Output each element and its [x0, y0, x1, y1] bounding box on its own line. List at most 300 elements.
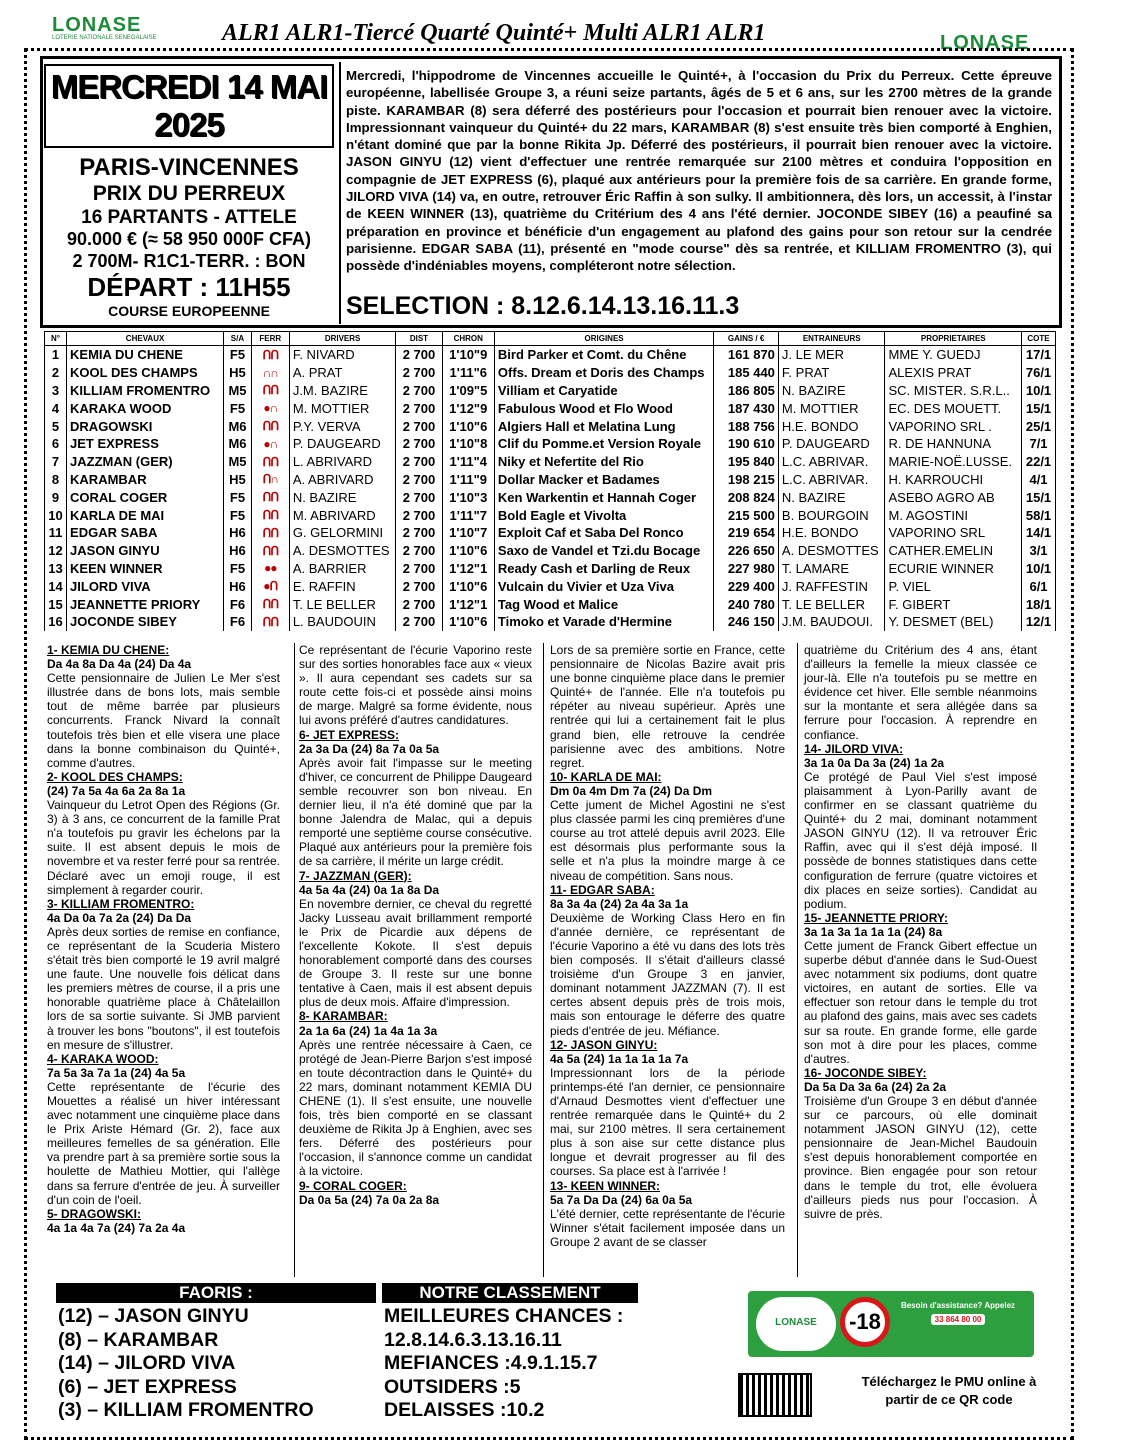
table-cell: 14	[45, 577, 67, 595]
table-row	[45, 382, 1056, 400]
column-header: PROPRIETAIRES	[885, 332, 1022, 346]
favori-item: (6) – JET EXPRESS	[58, 1375, 237, 1398]
table-cell: 1'10"8	[442, 435, 494, 453]
phone-number: 33 864 80 00	[931, 1314, 986, 1325]
horse-comment: Lors de sa première sortie en France, cette pensionnaire de Nicolas Bazire avait pris une bonne cinquième place dans le premier Quinté+ de l'année. Elle n'a toutefois pu répéter au niveau supérieur. Après une rentrée qui lui a certainement fait le plus grand bien, elle retrouve la cendrée parisienne avec des ambitions. Notre regret.	[550, 643, 785, 770]
table-cell: 2 700	[396, 613, 442, 631]
table-cell: J.M. BAUDOUI.	[778, 613, 885, 631]
table-cell: M5	[224, 453, 252, 471]
table-cell: 240 780	[714, 595, 779, 613]
horse-form: Da 5a Da 3a 6a (24) 2a 2a	[804, 1079, 947, 1094]
column-header: FERR	[251, 332, 289, 346]
table-cell: 4	[45, 399, 67, 417]
table-cell: JOCONDE SIBEY	[67, 613, 224, 631]
table-cell: F5	[224, 560, 252, 578]
qr-download-text: Téléchargez le PMU online à partir de ce QR code	[861, 1374, 1037, 1407]
table-cell: M. AGOSTINI	[885, 506, 1022, 524]
table-cell: VAPORINO SRL .	[885, 417, 1022, 435]
runners-table	[44, 331, 1056, 631]
qr-code-icon[interactable]	[738, 1373, 812, 1417]
table-cell: 1'12"9	[442, 399, 494, 417]
bottom-section	[44, 1281, 1054, 1427]
table-body	[45, 346, 1056, 631]
column-separator	[797, 643, 798, 1277]
table-row	[45, 399, 1056, 417]
horse-form: 2a 1a 6a (24) 1a 4a 1a 3a	[299, 1023, 438, 1038]
horse-comment: Troisième d'un Groupe 3 en début d'année sur ce parcours, où elle dominait notamment JASON GINYU (12), cette pensionnaire de Jean-Michel Baudouin s'est depuis honorablement comportée en province. Bien engagée pour son retour dans le temple du trot, elle évoluera d'ailleurs pieds nus pour l'occasion. À suivre de près.	[804, 1094, 1037, 1221]
table-cell: H.E. BONDO	[778, 417, 885, 435]
table-cell: ᑎᑎ	[251, 488, 289, 506]
horse-comment: Deuxième de Working Class Hero en fin d'année dernière, ce représentant de l'écurie Vaporino a été vu dans des lots très bien composés. Il s'était d'ailleurs classé troisième d'un Groupe 3 en janvier, dominant notamment JAZZMAN (7). Il est certes absent depuis près de trois mois, mais son entourage le déferre des quatre pieds d'entrée de jeu. Méfiance.	[550, 910, 785, 1038]
horse-comment: Cette jument de Michel Agostini ne s'est plus classée parmi les cinq premières d'une course au trot attelé depuis avril 2023. Elle est désormais plus performante sous la selle et n'a plus la moindre marge à ce niveau de compétition. Sans nous.	[550, 798, 785, 883]
table-cell: 3	[45, 382, 67, 400]
table-cell: 186 805	[714, 382, 779, 400]
horse-comment: En novembre dernier, ce cheval du regretté Jacky Lusseau avait brillamment remporté le Prix de Picardie aux dépens de l'excellente Kokote. Il s'est depuis honorablement comporté dans des courses de Groupe 3. Il reste sur une bonne tentative à Caen, mais il est absent depuis plus de deux mois. Affaire d'impression.	[299, 896, 532, 1010]
favori-item: (8) – KARAMBAR	[58, 1328, 219, 1351]
table-cell: F. PRAT	[778, 364, 885, 382]
favori-item: (12) – JASON GINYU	[58, 1305, 249, 1327]
favoris-list	[58, 1305, 314, 1423]
table-cell: Y. DESMET (BEL)	[885, 613, 1022, 631]
table-cell: Bird Parker et Comt. du Chêne	[494, 346, 713, 364]
table-cell: 2 700	[396, 346, 442, 364]
table-cell: Ken Warkentin et Hannah Coger	[494, 488, 713, 506]
column-header: COTE	[1022, 332, 1056, 346]
commentary-column-3	[550, 643, 785, 1249]
horse-comment: Vainqueur du Letrot Open des Régions (Gr. 3) à 3 ans, ce concurrent de la famille Prat n'a toutefois pu gravir les échelons par la suite. Il est absent depuis le mois de novembre et va rester ferré pour sa rentrée. Déclaré avec un emoji rouge, il est simplement à regarder courir.	[47, 798, 280, 897]
venue: PARIS-VINCENNES	[79, 154, 299, 181]
horse-comment: Cette pensionnaire de Julien Le Mer s'est illustrée dans de bons lots, mais semble tout de même barrée par plusieurs concurrents. Franck Nivard la connaît toutefois très bien et elle visera une place dans la bonne combinaison du Quinté+, comme d'autres.	[47, 671, 280, 770]
classement-item: 12.8.14.6.3.13.16.11	[384, 1328, 562, 1351]
lonase-badge-icon: LONASE	[756, 1297, 836, 1351]
horse-form: 3a 1a 0a Da 3a (24) 1a 2a	[804, 755, 945, 770]
table-cell: T. LE BELLER	[289, 595, 396, 613]
horse-comment: L'été dernier, cette représentante de l'écurie Winner s'était facilement imposée dans un Groupe 2 avant de se classer	[550, 1206, 785, 1249]
table-cell: P.Y. VERVA	[289, 417, 396, 435]
partants: 16 PARTANTS - ATTELE	[81, 207, 297, 229]
commentary-column-1	[47, 643, 280, 1235]
column-separator	[543, 643, 544, 1277]
table-cell: H6	[224, 542, 252, 560]
help-text: Besoin d'assistance? Appelez 33 864 80 00	[900, 1301, 1016, 1324]
table-cell: SC. MISTER. S.R.L..	[885, 382, 1022, 400]
table-cell: Vulcain du Vivier et Uza Viva	[494, 577, 713, 595]
horse-heading: 10- KARLA DE MAI:	[550, 769, 662, 784]
table-cell: 12	[45, 542, 67, 560]
table-cell: F6	[224, 613, 252, 631]
table-cell: 9	[45, 488, 67, 506]
table-cell: JAZZMAN (GER)	[67, 453, 224, 471]
table-cell: A. DESMOTTES	[289, 542, 396, 560]
table-cell: N. BAZIRE	[778, 382, 885, 400]
table-cell: KARAKA WOOD	[67, 399, 224, 417]
table-cell: ●∩	[251, 435, 289, 453]
table-cell: M. MOTTIER	[289, 399, 396, 417]
table-cell: 6/1	[1022, 577, 1056, 595]
horse-heading: 7- JAZZMAN (GER):	[299, 868, 412, 883]
table-cell: ᑎᑎ	[251, 542, 289, 560]
table-cell: P. DAUGEARD	[778, 435, 885, 453]
classement-item: MEFIANCES :4.9.1.15.7	[384, 1352, 598, 1374]
table-cell: Algiers Hall et Melatina Lung	[494, 417, 713, 435]
table-cell: T. LAMARE	[778, 560, 885, 578]
table-cell: 18/1	[1022, 595, 1056, 613]
table-cell: A. DESMOTTES	[778, 542, 885, 560]
table-cell: 2 700	[396, 399, 442, 417]
table-cell: E. RAFFIN	[289, 577, 396, 595]
table-cell: A. PRAT	[289, 364, 396, 382]
table-cell: Fabulous Wood et Flo Wood	[494, 399, 713, 417]
table-cell: F. GIBERT	[885, 595, 1022, 613]
column-header: GAINS / €	[714, 332, 779, 346]
race-summary	[44, 62, 334, 324]
column-header: ORIGINES	[494, 332, 713, 346]
table-cell: ᑎᑎ	[251, 382, 289, 400]
horse-comment: Impressionnant lors de la période printemps-été l'an dernier, ce pensionnaire d'Arnaud Desmottes vient d'effectuer une rentrée remarquée dans le Quinté+ du 2 mai, sur 2100 mètres. Il sera certainement plus à son aise sur cette distance plus longue et devrait progresser au fil des courses. Sa place est à l'arrivée !	[550, 1065, 785, 1179]
table-cell: KEEN WINNER	[67, 560, 224, 578]
table-cell: H6	[224, 577, 252, 595]
table-cell: 195 840	[714, 453, 779, 471]
page-header	[0, 0, 1125, 52]
table-cell: 1'10"6	[442, 417, 494, 435]
table-cell: 2 700	[396, 488, 442, 506]
classement-item: OUTSIDERS :5	[384, 1375, 521, 1398]
table-cell: ᑎᑎ	[251, 524, 289, 542]
table-cell: Ready Cash et Darling de Reux	[494, 560, 713, 578]
table-cell: 14/1	[1022, 524, 1056, 542]
table-cell: EC. DES MOUETT.	[885, 399, 1022, 417]
horse-heading: 15- JEANNETTE PRIORY:	[804, 910, 949, 925]
distance: 2 700M- R1C1-TERR. : BON	[72, 250, 306, 271]
table-cell: ᑎᑎ	[251, 346, 289, 364]
table-cell: JILORD VIVA	[67, 577, 224, 595]
table-cell: L.C. ABRIVAR.	[778, 471, 885, 489]
table-row	[45, 488, 1056, 506]
bet-types-title: ALR1 ALR1-Tiercé Quarté Quinté+ Multi ALR1 ALR1	[222, 20, 766, 46]
table-row	[45, 595, 1056, 613]
table-cell: 76/1	[1022, 364, 1056, 382]
table-cell: 1'10"7	[442, 524, 494, 542]
table-cell: 11	[45, 524, 67, 542]
table-cell: 10/1	[1022, 382, 1056, 400]
table-cell: J.M. BAZIRE	[289, 382, 396, 400]
table-cell: P. VIEL	[885, 577, 1022, 595]
table-cell: 7	[45, 453, 67, 471]
horse-comment: Ce représentant de l'écurie Vaporino reste sur des sorties honorables face aux « vieux ». Il aura cependant ses cadets sur sa route cette fois-ci et possède ainsi moins de marge. Malgré sa forme évidente, nous lui avons préféré d'autres candidatures.	[299, 643, 532, 728]
column-header: DIST	[396, 332, 442, 346]
table-cell: F5	[224, 506, 252, 524]
table-cell: F5	[224, 488, 252, 506]
horse-form: Da 0a 5a (24) 7a 0a 2a 8a	[299, 1192, 440, 1207]
table-cell: 215 500	[714, 506, 779, 524]
table-cell: ●ᑎ	[251, 577, 289, 595]
table-row	[45, 346, 1056, 364]
table-cell: H. KARROUCHI	[885, 471, 1022, 489]
table-cell: A. BARRIER	[289, 560, 396, 578]
table-cell: ALEXIS PRAT	[885, 364, 1022, 382]
table-cell: 2 700	[396, 542, 442, 560]
table-row	[45, 453, 1056, 471]
table-cell: 22/1	[1022, 453, 1056, 471]
table-cell: 1'09"5	[442, 382, 494, 400]
classement-list	[384, 1305, 623, 1423]
table-cell: VAPORINO SRL	[885, 524, 1022, 542]
table-cell: 1'10"6	[442, 613, 494, 631]
table-cell: 12/1	[1022, 613, 1056, 631]
table-cell: F6	[224, 595, 252, 613]
table-cell: JET EXPRESS	[67, 435, 224, 453]
table-cell: A. ABRIVARD	[289, 471, 396, 489]
table-cell: EDGAR SABA	[67, 524, 224, 542]
table-cell: 188 756	[714, 417, 779, 435]
table-cell: 2 700	[396, 506, 442, 524]
commentary-column-2	[299, 643, 532, 1207]
table-cell: ᑎ∩	[251, 471, 289, 489]
table-cell: 219 654	[714, 524, 779, 542]
table-cell: Dollar Macker et Badames	[494, 471, 713, 489]
favori-item: (14) – JILORD VIVA	[58, 1352, 236, 1374]
table-cell: KOOL DES CHAMPS	[67, 364, 224, 382]
table-cell: MME Y. GUEDJ	[885, 346, 1022, 364]
table-cell: B. BOURGOIN	[778, 506, 885, 524]
horse-form: 2a 3a Da (24) 8a 7a 0a 5a	[299, 741, 440, 756]
table-cell: T. LE BELLER	[778, 595, 885, 613]
table-cell: 1'11"4	[442, 453, 494, 471]
table-cell: M. ABRIVARD	[289, 506, 396, 524]
table-cell: 7/1	[1022, 435, 1056, 453]
table-cell: L.C. ABRIVAR.	[778, 453, 885, 471]
horse-heading: 1- KEMIA DU CHENE:	[47, 643, 170, 657]
horse-form: Dm 0a 4m Dm 7a (24) Da Dm	[550, 783, 713, 798]
horse-comment: Ce protégé de Paul Viel s'est imposé plaisamment à Lyon-Parilly avant de confirmer en se classant quatrième du Quinté+ du 2 mai, dominant notamment JASON GINYU (12). Il va retrouver Éric Raffin, avec qui il s'est déjà imposé. Il possède de bonnes statistiques dans cette configuration de ferrure (quatre victoires et dix places en seize sorties). Candidat au podium.	[804, 769, 1037, 911]
lonase-logo-left: LONASE LOTERIE NATIONALE SENEGALAISE	[52, 14, 157, 41]
table-cell: ᑎᑎ	[251, 417, 289, 435]
table-cell: 58/1	[1022, 506, 1056, 524]
horse-form: Da 4a 8a Da 4a (24) Da 4a	[47, 657, 192, 672]
horse-heading: 13- KEEN WINNER:	[550, 1178, 661, 1193]
classement-item: MEILLEURES CHANCES :	[384, 1305, 624, 1327]
column-header: DRIVERS	[289, 332, 396, 346]
table-cell: CATHER.EMELIN	[885, 542, 1022, 560]
table-cell: ᑎᑎ	[251, 453, 289, 471]
table-cell: 208 824	[714, 488, 779, 506]
table-cell: 2 700	[396, 524, 442, 542]
favori-item: (3) – KILLIAM FROMENTRO	[58, 1399, 314, 1421]
favoris-title: FAORIS :	[56, 1283, 376, 1303]
lonase-logo-right: LONASE	[940, 32, 1030, 54]
table-cell: JEANNETTE PRIORY	[67, 595, 224, 613]
table-cell: 1'11"6	[442, 364, 494, 382]
table-row	[45, 417, 1056, 435]
table-cell: N. BAZIRE	[778, 488, 885, 506]
table-cell: H6	[224, 524, 252, 542]
table-cell: 15	[45, 595, 67, 613]
table-cell: 2 700	[396, 382, 442, 400]
table-cell: Offs. Dream et Doris des Champs	[494, 364, 713, 382]
table-cell: 8	[45, 471, 67, 489]
table-cell: 1	[45, 346, 67, 364]
table-cell: 4/1	[1022, 471, 1056, 489]
table-cell: Timoko et Varade d'Hermine	[494, 613, 713, 631]
table-cell: 190 610	[714, 435, 779, 453]
table-row	[45, 364, 1056, 382]
column-header: CHRON	[442, 332, 494, 346]
horse-comment: Après une rentrée nécessaire à Caen, ce protégé de Jean-Pierre Barjon s'est imposé en toute décontraction dans le Quinté+ du 22 mars, dominant notamment KEMIA DU CHENE (1). Il s'est ensuite, une nouvelle fois, très bien comporté en se classant deuxième de Rikita Jp à Enghien, avec ses fers. Déferré des postérieurs pour l'occasion, il s'annonce comme un candidat à la victoire.	[299, 1037, 532, 1179]
horse-comment: quatrième du Critérium des 4 ans, étant d'ailleurs la femelle la mieux classée ce jour-là. Elle n'a toutefois pu se mettre en évidence cet hiver. Elle semble néanmoins sur la montante et sera allégée dans sa ferrure pour l'occasion. À reprendre en confiance.	[804, 643, 1037, 742]
table-cell: ᑎᑎ	[251, 595, 289, 613]
table-cell: 161 870	[714, 346, 779, 364]
table-cell: 15/1	[1022, 488, 1056, 506]
horse-form: 5a 7a Da Da (24) 6a 0a 5a	[550, 1192, 693, 1207]
column-header: CHEVAUX	[67, 332, 224, 346]
table-cell: 2 700	[396, 577, 442, 595]
table-cell: ●∩	[251, 399, 289, 417]
table-cell: 1'11"9	[442, 471, 494, 489]
table-cell: 1'10"6	[442, 542, 494, 560]
table-row	[45, 542, 1056, 560]
horse-heading: 6- JET EXPRESS:	[299, 727, 400, 742]
column-separator	[294, 643, 295, 1277]
horse-heading: 11- EDGAR SABA:	[550, 882, 655, 897]
classement-title: NOTRE CLASSEMENT	[382, 1283, 638, 1303]
horse-comment: Après deux sorties de remise en confiance, ce représentant de la Scuderia Mistero s'était très bien comporté le 19 avril malgré une faute. Une nouvelle fois délicat dans les premiers mètres de course, il a pris une honorable quatrième place à Châtelaillon lors de sa sortie suivante. Si JMB parvient à trouver les bons "boutons", il est toutefois en mesure de s'illustrer.	[47, 924, 280, 1052]
table-cell: 1'10"3	[442, 488, 494, 506]
horse-heading: 9- CORAL COGER:	[299, 1178, 407, 1193]
table-row	[45, 524, 1056, 542]
horse-heading: 4- KARAKA WOOD:	[47, 1051, 159, 1066]
table-cell: M. MOTTIER	[778, 399, 885, 417]
table-cell: L. BAUDOUIN	[289, 613, 396, 631]
race-date: MERCREDI 14 MAI 2025	[44, 64, 334, 148]
horse-comment: Cette jument de Franck Gibert effectue un superbe début d'année dans le Sud-Ouest avec notamment six podiums, dont quatre victoires, en autant de sorties. Elle va effectuer son retour dans le temple du trot au plafond des gains, mais avec ses cadets sur sa route. En grande forme, elle garde son mot à dire pour les places, comme d'autres.	[804, 938, 1037, 1066]
table-cell: 229 400	[714, 577, 779, 595]
classement-item: DELAISSES :10.2	[384, 1399, 545, 1421]
table-cell: Clif du Pomme.et Version Royale	[494, 435, 713, 453]
table-cell: 1'12"1	[442, 560, 494, 578]
table-cell: Niky et Nefertite del Rio	[494, 453, 713, 471]
responsible-gaming-banner	[748, 1291, 1034, 1357]
table-cell: M6	[224, 435, 252, 453]
commentary-column-4	[804, 643, 1037, 1221]
table-cell: 2 700	[396, 560, 442, 578]
table-cell: H.E. BONDO	[778, 524, 885, 542]
horse-heading: 2- KOOL DES CHAMPS:	[47, 769, 183, 784]
horse-comment: Après avoir fait l'impasse sur le meeting d'hiver, ce concurrent de Philippe Daugeard semble recouvrer son bon niveau. En dernier lieu, il n'a été dominé que par la bonne Jalendra de Malac, qui a depuis remporté une septième course consécutive. Plaqué aux antérieurs pour la première fois de sa carrière, il mérite un large crédit.	[299, 755, 532, 869]
table-cell: F. NIVARD	[289, 346, 396, 364]
column-header: ENTRAINEURS	[778, 332, 885, 346]
table-cell: CORAL COGER	[67, 488, 224, 506]
table-cell: 2 700	[396, 417, 442, 435]
table-cell: 2 700	[396, 471, 442, 489]
table-cell: 227 980	[714, 560, 779, 578]
table-row	[45, 506, 1056, 524]
table-cell: 246 150	[714, 613, 779, 631]
table-cell: ASEBO AGRO AB	[885, 488, 1022, 506]
table-row	[45, 613, 1056, 631]
table-cell: 6	[45, 435, 67, 453]
table-cell: 2 700	[396, 453, 442, 471]
table-cell: L. ABRIVARD	[289, 453, 396, 471]
table-cell: 187 430	[714, 399, 779, 417]
table-cell: ᑎᑎ	[251, 613, 289, 631]
horse-form: 7a 5a 3a 7a 1a (24) 4a 5a	[47, 1065, 186, 1080]
table-cell: KARLA DE MAI	[67, 506, 224, 524]
table-header-row	[45, 332, 1056, 346]
horse-form: (24) 7a 5a 4a 6a 2a 8a 1a	[47, 783, 186, 798]
minus-18-icon: -18	[840, 1297, 890, 1347]
table-cell: 185 440	[714, 364, 779, 382]
horse-form: 4a Da 0a 7a 2a (24) Da Da	[47, 910, 192, 925]
table-cell: 17/1	[1022, 346, 1056, 364]
table-cell: Villiam et Caryatide	[494, 382, 713, 400]
table-cell: N. BAZIRE	[289, 488, 396, 506]
depart-time: DÉPART : 11H55	[87, 271, 291, 302]
allocation: 90.000 € (≈ 58 950 000F CFA)	[66, 229, 312, 250]
table-cell: J. LE MER	[778, 346, 885, 364]
horse-heading: 8- KARAMBAR:	[299, 1009, 388, 1024]
table-cell: 198 215	[714, 471, 779, 489]
horse-form: 8a 3a 4a (24) 2a 4a 3a 1a	[550, 896, 689, 911]
table-cell: Bold Eagle et Vivolta	[494, 506, 713, 524]
table-cell: Saxo de Vandel et Tzi.du Bocage	[494, 542, 713, 560]
table-cell: 2 700	[396, 364, 442, 382]
table-cell: MARIE-NOË.LUSSE.	[885, 453, 1022, 471]
table-cell: JASON GINYU	[67, 542, 224, 560]
table-cell: ●●	[251, 560, 289, 578]
table-cell: 226 650	[714, 542, 779, 560]
vertical-divider	[339, 62, 341, 324]
horse-heading: 14- JILORD VIVA:	[804, 741, 904, 756]
table-row	[45, 560, 1056, 578]
horse-form: 4a 5a (24) 1a 1a 1a 1a 7a	[550, 1051, 689, 1066]
table-cell: 1'11"7	[442, 506, 494, 524]
table-cell: M6	[224, 417, 252, 435]
table-row	[45, 471, 1056, 489]
horse-heading: 12- JASON GINYU:	[550, 1037, 658, 1052]
horse-comment: Cette représentante de l'écurie des Mouettes a réalisé un hiver intéressant avec notamment une cinquième place dans le Prix Ariste Hémard (Gr. 2), face aux meilleures femelles de sa génération. Elle va prendre part à sa première sortie sous la houlette de Mathieu Mottier, qui l'allège dans sa ferrure d'entrée de jeu. À surveiller d'un coin de l'oeil.	[47, 1079, 280, 1207]
table-cell: 2 700	[396, 435, 442, 453]
table-cell: ᑎᑎ	[251, 506, 289, 524]
table-cell: 1'12"1	[442, 595, 494, 613]
horse-heading: 5- DRAGOWSKI:	[47, 1206, 141, 1221]
table-cell: 16	[45, 613, 67, 631]
table-cell: KARAMBAR	[67, 471, 224, 489]
selection: SELECTION : 8.12.6.14.13.16.11.3	[346, 292, 740, 320]
table-cell: 2	[45, 364, 67, 382]
table-cell: 10	[45, 506, 67, 524]
table-cell: 1'10"6	[442, 577, 494, 595]
table-cell: J. RAFFESTIN	[778, 577, 885, 595]
table-cell: 5	[45, 417, 67, 435]
race-type: COURSE EUROPEENNE	[108, 302, 270, 319]
table-cell: R. DE HANNUNA	[885, 435, 1022, 453]
race-intro: Mercredi, l'hippodrome de Vincennes accueille le Quinté+, à l'occasion du Prix du Perreux. Cette épreuve européenne, labellisée Groupe 3, a réuni seize partants, âgés de 5 et 6 ans, sur les 2700 mètres de la grande piste. KARAMBAR (8) sera déferré des postérieurs pour l'occasion et pourrait bien renouer avec la victoire. Impressionnant vainqueur du Quinté+ du 22 mars, KARAMBAR (8) s'est ensuite très bien comporté à Enghien, n'étant dominé que par la bonne Rikita Jp. Déferré des postérieurs, il pourrait bien renouer avec la victoire. JASON GINYU (12) vient d'effectuer une rentrée remarquée sur 2100 mètres et conduira l'opposition en compagnie de JET EXPRESS (6), plaqué aux antérieurs pour la première fois de sa carrière. En grande forme, JILORD VIVA (14) va, en outre, retrouver Éric Raffin à son sulky. Il ambitionnera, dès lors, un accessit, à l'instar de KEEN WINNER (13), quatrième du Critérium des 4 ans l'été dernier. JOCONDE SIBEY (16) a peaufiné sa préparation en province et bénéficie d'un engagement au plafond des gains pour son retour sur la cendrée parisienne. EDGAR SABA (11), présenté en "mode course" dès sa rentrée, et KILLIAM FROMENTRO (3), qui possède d'indéniables moyens, compléteront notre sélection.	[346, 68, 1052, 274]
table-cell: F5	[224, 346, 252, 364]
table-cell: ∩∩	[251, 364, 289, 382]
table-cell: 15/1	[1022, 399, 1056, 417]
table-cell: Tag Wood et Malice	[494, 595, 713, 613]
table-cell: H5	[224, 364, 252, 382]
column-header: N°	[45, 332, 67, 346]
horse-heading: 3- KILLIAM FROMENTRO:	[47, 896, 195, 911]
horse-form: 4a 1a 4a 7a (24) 7a 2a 4a	[47, 1220, 186, 1235]
prix-name: PRIX DU PERREUX	[92, 182, 286, 206]
table-row	[45, 435, 1056, 453]
table-cell: 1'10"9	[442, 346, 494, 364]
table-cell: 10/1	[1022, 560, 1056, 578]
table-cell: ECURIE WINNER	[885, 560, 1022, 578]
table-cell: 25/1	[1022, 417, 1056, 435]
